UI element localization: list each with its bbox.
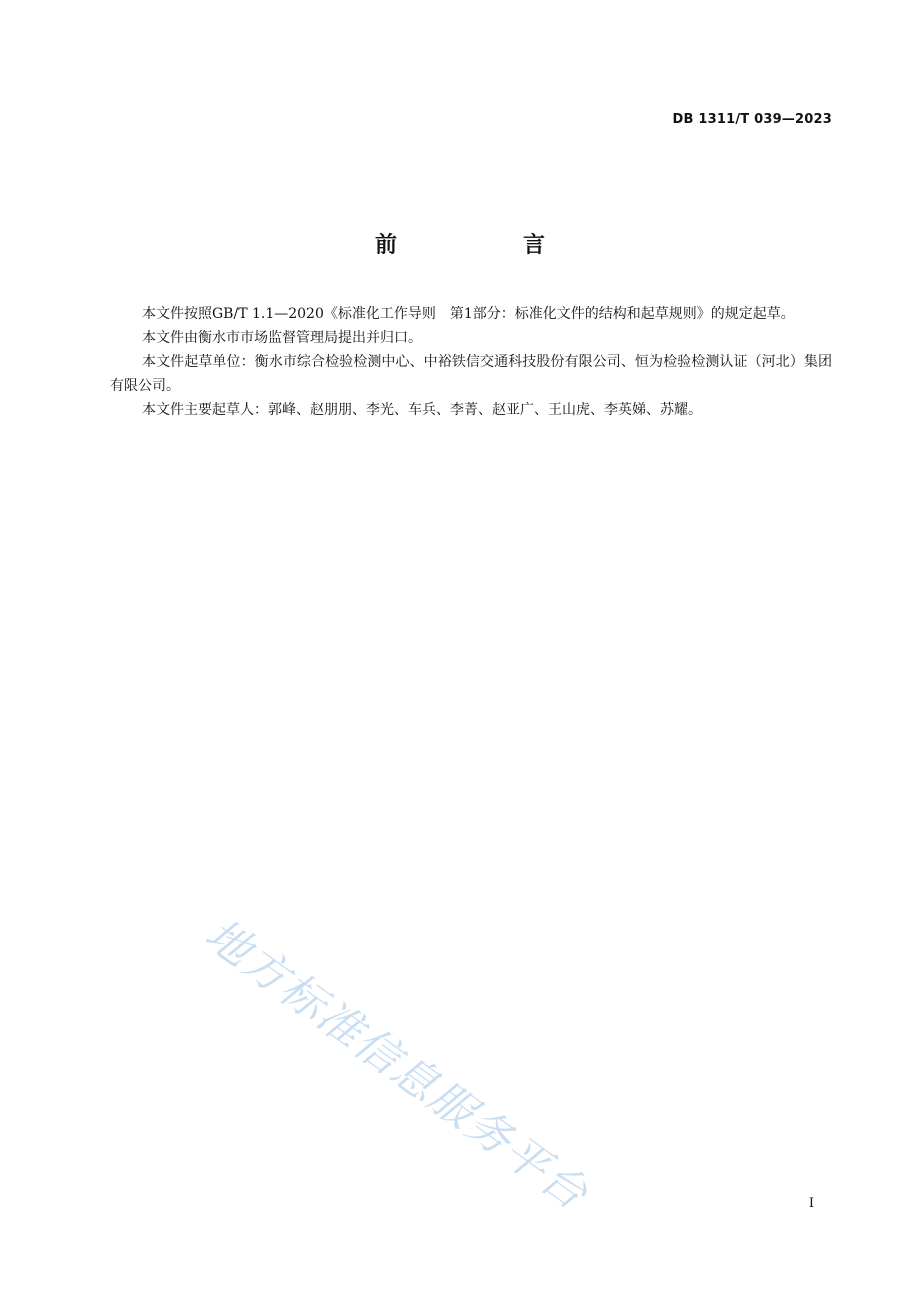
paragraph-proposer: 本文件由衡水市市场监督管理局提出并归口。 (142, 330, 422, 346)
preface-body (110, 302, 832, 422)
document-code: DB 1311/T 039—2023 (672, 112, 832, 127)
watermark: 地方标准信息服务平台 (195, 908, 598, 1221)
page-number: I (808, 1196, 814, 1211)
paragraph-drafting-basis: 本文件按照GB/T 1.1—2020《标准化工作导则 第1部分：标准化文件的结构和起草规则》的规定起草。 (142, 306, 795, 322)
section-title: 前 言 (374, 233, 597, 258)
paragraph-drafters: 本文件主要起草人：郭峰、赵朋朋、李光、车兵、李菁、赵亚广、王山虎、李英娣、苏耀。 (142, 402, 702, 418)
paragraph-drafting-units: 本文件起草单位：衡水市综合检验检测中心、中裕铁信交通科技股份有限公司、恒为检验检测认证（河北）集团有限公司。 (110, 354, 832, 394)
